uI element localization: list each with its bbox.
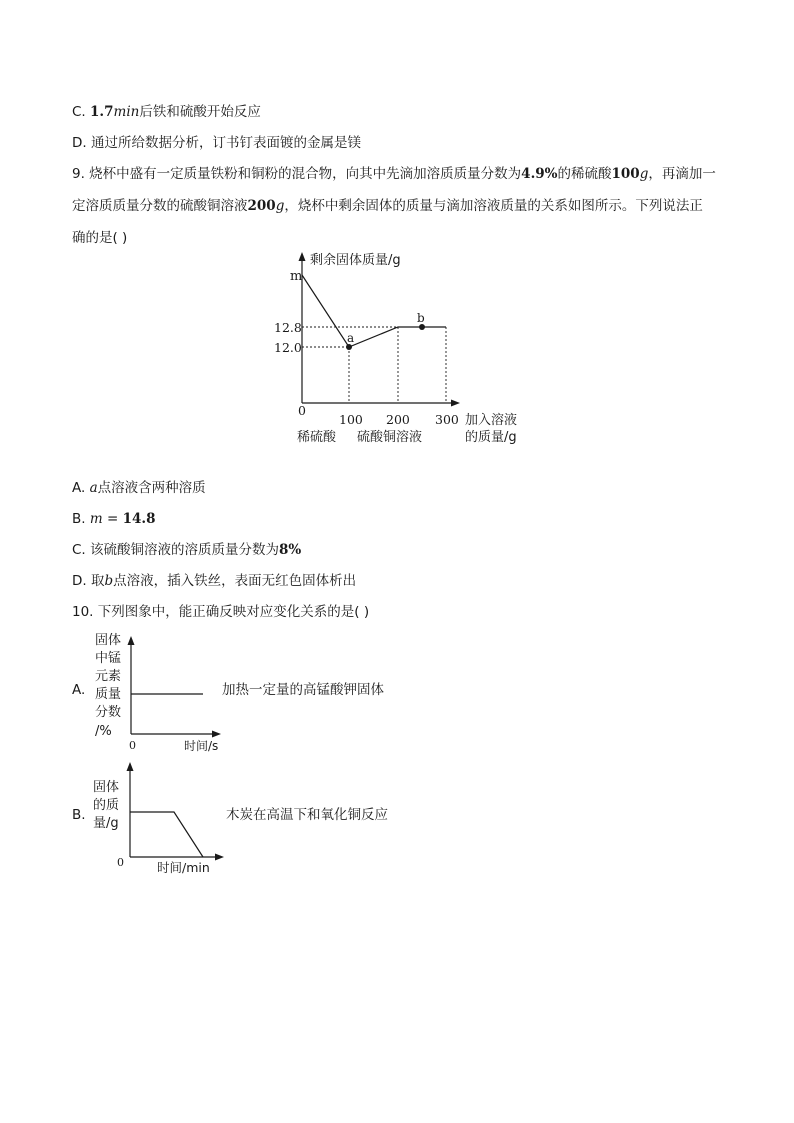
q9-stem-line3: 确的是( ) xyxy=(72,230,128,246)
q9-chart xyxy=(270,245,540,450)
q9-label-b: b xyxy=(417,311,425,325)
q9-xlabel-line2: 的质量/g xyxy=(465,430,517,445)
q9-xtick-200: 200 xyxy=(386,412,410,427)
qa-x-arrow xyxy=(212,731,221,738)
q10-option-b-chart xyxy=(88,755,238,880)
qa-ylabel-5: 分数 xyxy=(95,705,122,720)
q9-y-label: 剩余固体质量/g xyxy=(310,253,401,268)
qb-x-arrow xyxy=(215,854,224,861)
q10-stem: 10. 下列图象中，能正确反映对应变化关系的是( ) xyxy=(72,604,370,620)
q10-option-b-desc: 木炭在高温下和氧化铜反应 xyxy=(226,807,388,823)
q8-c-unit: min xyxy=(113,104,140,120)
qa-ylabel-6: /% xyxy=(95,724,112,739)
qb-origin: 0 xyxy=(117,856,124,869)
q8-c-number: 1.7 xyxy=(90,104,114,120)
q9-option-c: C. 该硫酸铜溶液的溶质质量分数为8% xyxy=(72,542,302,558)
q9-ytick-12.0: 12.0 xyxy=(274,340,302,355)
q10-option-a-desc: 加热一定量的高锰酸钾固体 xyxy=(222,682,384,698)
q9-option-d: D. 取b点溶液，插入铁丝，表面无红色固体析出 xyxy=(72,573,357,589)
qb-ylabel-3: 量/g xyxy=(93,816,119,831)
qa-ylabel-3: 元素 xyxy=(95,669,122,684)
q10-option-a-chart xyxy=(88,628,228,758)
qb-y-arrow xyxy=(127,762,134,771)
qa-origin: 0 xyxy=(129,739,136,752)
q9-stem-line1: 9. 烧杯中盛有一定质量铁粉和铜粉的混合物，向其中先滴加溶质质量分数为4.9%的稀硫酸100g，再滴加一 xyxy=(72,166,716,182)
q10-option-a-letter: A. xyxy=(72,682,86,698)
qb-ylabel-2: 的质 xyxy=(93,798,120,813)
q9-segment-label-2: 硫酸铜溶液 xyxy=(357,430,423,445)
qa-y-arrow xyxy=(128,636,135,645)
q8-option-c: C. 1.7min后铁和硫酸开始反应 xyxy=(72,104,261,120)
qa-xlabel: 时间/s xyxy=(184,739,219,753)
qb-ylabel-1: 固体 xyxy=(93,780,120,795)
q8-option-d: D. 通过所给数据分析，订书钉表面镀的金属是镁 xyxy=(72,135,361,151)
q9-y-arrow xyxy=(299,252,306,261)
qb-xlabel: 时间/min xyxy=(157,860,210,875)
qa-ylabel-1: 固体 xyxy=(95,633,122,648)
q9-xtick-0: 0 xyxy=(298,403,306,418)
qa-ylabel-2: 中锰 xyxy=(95,651,122,666)
qa-ylabel-4: 质量 xyxy=(95,687,122,702)
q9-xtick-300: 300 xyxy=(435,412,459,427)
q9-segment-label-1: 稀硫酸 xyxy=(297,430,337,445)
q9-xlabel-line1: 加入溶液 xyxy=(465,413,518,428)
q9-label-m: m xyxy=(290,269,303,284)
q9-label-a: a xyxy=(347,331,355,345)
q9-ytick-12.8: 12.8 xyxy=(274,320,302,335)
q9-x-arrow xyxy=(451,400,460,407)
q9-option-a: A. a点溶液含两种溶质 xyxy=(72,480,206,496)
q9-option-b: B. m = 14.8 xyxy=(72,511,156,527)
q9-stem-line2: 定溶质质量分数的硫酸铜溶液200g，烧杯中剩余固体的质量与滴加溶液质量的关系如图所示。下列说法正 xyxy=(72,198,703,214)
qb-data-line xyxy=(130,812,203,857)
q9-xtick-100: 100 xyxy=(339,412,363,427)
q10-option-b-letter: B. xyxy=(72,807,86,823)
